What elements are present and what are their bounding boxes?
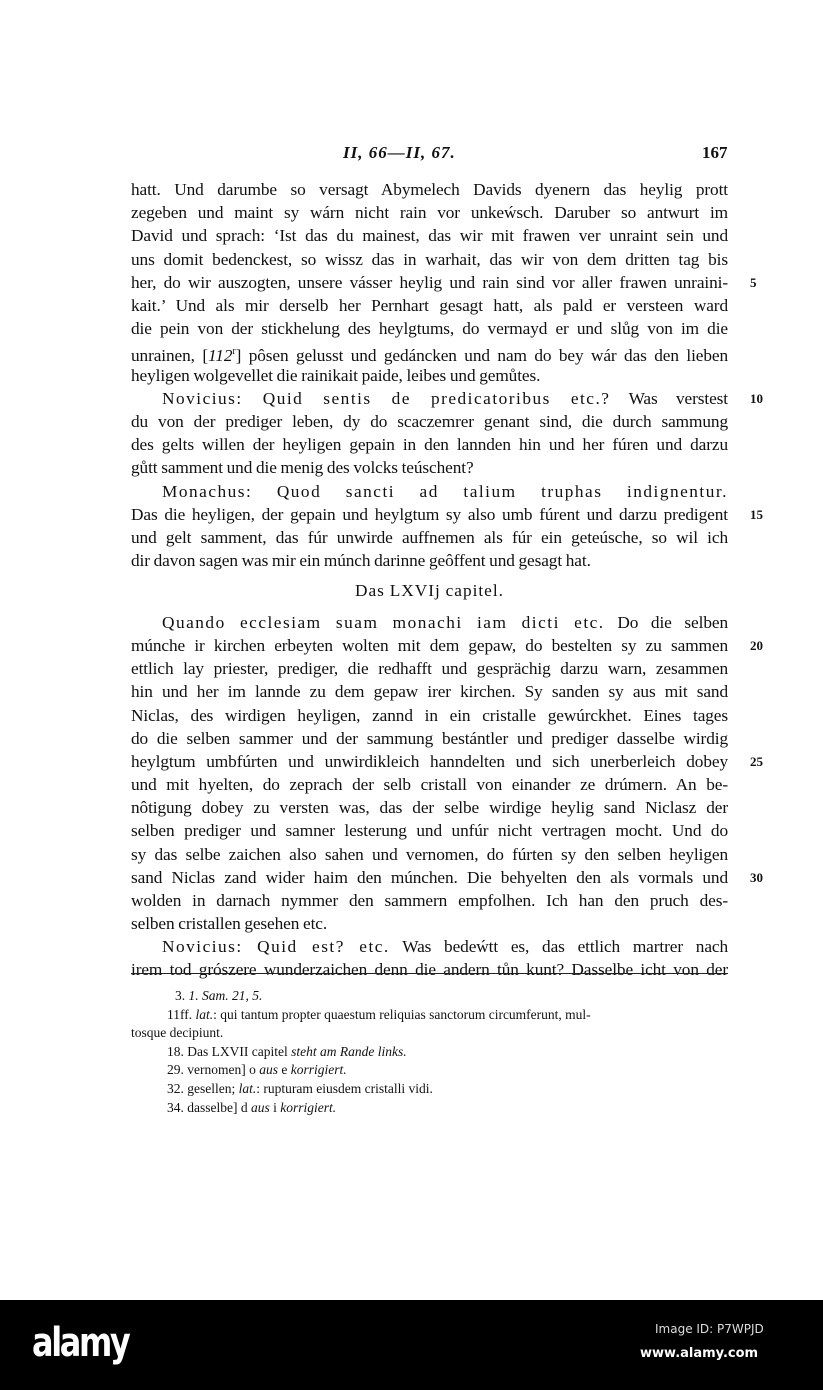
text-line: [131, 682, 728, 702]
text-segment: selben prediger und samner lesterung und unfúr nicht vertragen mocht. Und do: [131, 821, 728, 841]
text-segment: Was bedeẃtt es, das ettlich martrer nach: [389, 937, 728, 957]
text-line: [131, 226, 728, 246]
footnote-segment: lat.: [195, 1006, 214, 1022]
text-line: [131, 775, 728, 795]
footnote-segment: tosque decipiunt.: [131, 1025, 224, 1041]
text-segment: und gelt samment, das fúr unwirde auffnemen als fúr ein geteúsche, so wil ich: [131, 528, 728, 547]
watermark-bar: [0, 1300, 823, 1390]
text-segment: Do die selben: [604, 613, 728, 632]
text-segment: kait.’ Und als mir derselb her Pernhart gesagt hatt, als pald er versteen ward: [131, 296, 728, 315]
text-segment: Quando ecclesiam suam monachi iam dicti etc.: [162, 613, 605, 632]
page-number: 167: [702, 143, 728, 162]
footnote-segment: 1. Sam. 21, 5.: [188, 988, 263, 1003]
text-line: [162, 937, 728, 957]
footnote: [167, 1044, 407, 1060]
line-number: 25: [750, 753, 763, 769]
line-number: 20: [750, 638, 763, 654]
text-segment: des gelts willen der heyligen gepain in den lannden hin und her fúren und darzu: [131, 435, 728, 455]
line-number: 10: [750, 390, 763, 406]
text-line: [131, 798, 728, 818]
footnote-segment: e: [278, 1062, 291, 1078]
text-line: [162, 389, 728, 409]
footnote-segment: 18. Das LXVII capitel: [167, 1043, 292, 1059]
text-segment: nôtigung dobey zu versten was, das der selbe wirdige heylig sand Niclasz der: [131, 798, 728, 818]
text-segment: zegeben und maint sy wárn nicht rain vor unkeẃsch. Daruber so antwurt im: [131, 203, 728, 223]
text-line: [131, 319, 728, 339]
line-number: 30: [750, 869, 763, 885]
text-line: [131, 636, 728, 656]
footnote-segment: aus: [250, 1099, 270, 1115]
text-segment: dir davon sagen was mir ein múnch darinne geôffent und gesagt hat.: [131, 551, 591, 571]
text-segment: Das die heyligen, der gepain und heylgtum sy also umb fúrent und darzu predigent: [131, 504, 728, 524]
line-number: 15: [750, 506, 763, 522]
footnote-segment: 29. vernomen] o: [167, 1062, 260, 1078]
footnote-segment: korrigiert.: [290, 1062, 347, 1078]
text-line: [131, 366, 728, 386]
text-line: [131, 203, 728, 223]
text-segment: heyligen wolgevellet die rainikait paide, leibes und gemůtes.: [131, 365, 541, 385]
text-segment: selben cristallen gesehen etc.: [131, 913, 328, 933]
text-segment: Novicius: Quid sentis de predicatoribus etc.?: [162, 388, 611, 408]
text-line: [131, 914, 728, 934]
text-segment: do die selben sammer und der sammung bestántler und prediger dasselbe wirdig: [131, 728, 728, 748]
text-segment: Monachus: Quod sancti ad talium truphas indignentur.: [162, 481, 728, 501]
text-segment: her, do wir auszogten, unsere vásser heylig und rain sind vor aller frawen unraini-: [131, 272, 728, 292]
footnote-divider: [131, 973, 728, 974]
text-line: [131, 752, 728, 772]
text-segment: hin und her im lannde zu dem gepaw irer kirchen. Sy sanden sy aus mit sand: [131, 682, 728, 702]
text-line: [131, 505, 728, 525]
footnote: [131, 1025, 223, 1041]
text-line: [131, 891, 728, 911]
text-segment: unrainen, [: [131, 346, 209, 366]
chapter-heading: Das LXVIj capitel.: [355, 581, 504, 600]
text-segment: irem tod grószere wunderzaichen denn die andern tůn kunt? Dasselbe icht von der: [131, 960, 728, 980]
text-line: [131, 868, 728, 888]
text-segment: gůtt samment und die menig des volcks teúschent?: [131, 458, 474, 478]
footnote-segment: 32. gesellen;: [167, 1081, 239, 1096]
footnote: [167, 1100, 336, 1116]
text-line: [131, 960, 728, 980]
text-segment: r: [232, 346, 236, 358]
footnote-segment: i: [269, 1099, 281, 1115]
footnote: [167, 1081, 433, 1097]
footnote: [167, 1007, 591, 1023]
text-segment: sand Niclas zand wider haim den múnchen. Die behyelten den als vormals und: [131, 867, 728, 887]
footnote: [175, 988, 262, 1004]
footnote-segment: steht am Rande links.: [291, 1043, 407, 1059]
footnote-segment: : qui tantum propter quaestum reliquias sanctorum circumferunt, mul-: [213, 1006, 591, 1022]
text-segment: du von der prediger leben, dy do scaczemrer genant sind, die durch sammung: [131, 412, 728, 431]
footnote-segment: korrigiert.: [280, 1099, 337, 1115]
text-line: [162, 613, 728, 633]
text-segment: heylgtum umbfúrten und unwirdikleich hanndelten und sich unerberleich dobey: [131, 751, 728, 771]
footnote-segment: aus: [259, 1062, 278, 1078]
text-segment: Was verstest: [610, 388, 729, 408]
text-line: [131, 296, 728, 316]
footnote: [167, 1062, 347, 1078]
text-segment: múnche ir kirchen erbeyten wolten mit dem gepaw, do bestelten sy zu sammen: [131, 636, 728, 656]
text-segment: uns domit bedenckest, so wissz das in warhait, das wir von dem dritten tag bis: [131, 249, 728, 269]
text-line: [131, 435, 728, 455]
text-segment: Niclas, des wirdigen heyligen, zannd in ein cristalle gewúrckhet. Eines tages: [131, 705, 728, 725]
text-line: [131, 412, 728, 432]
text-segment: und mit hyelten, do zeprach der selb cristall von einander ze drúmern. An be-: [131, 775, 728, 795]
text-line: [131, 342, 728, 366]
text-segment: ettlich lay priester, prediger, die redhafft und gesprächig darzu warn, zesammen: [131, 659, 728, 679]
footnote-segment: 11ff.: [167, 1006, 196, 1022]
footnote-segment: lat.: [238, 1081, 257, 1096]
text-segment: wolden in darnach nymmer den sammern empfolhen. Ich han den pruch des-: [131, 890, 728, 910]
text-segment: Novicius: Quid est? etc.: [162, 937, 390, 957]
running-header: II, 66—II, 67.: [343, 143, 456, 162]
alamy-logo: alamy: [32, 1320, 129, 1366]
text-line: [131, 528, 728, 548]
text-line: [131, 729, 728, 749]
footnote-segment: : rupturam eiusdem cristalli vidi.: [256, 1081, 433, 1096]
text-segment: 112: [208, 346, 233, 366]
footnote-segment: 34. dasselbe] d: [167, 1099, 251, 1115]
text-line: [131, 250, 728, 270]
text-line: [131, 180, 728, 200]
text-segment: sy das selbe zaichen also sahen und vernomen, do fúrten sy den selben heyligen: [131, 844, 728, 864]
text-line: [162, 482, 728, 502]
text-segment: ] pôsen gelusst und gedáncken und nam do bey wár das den lieben: [235, 346, 729, 366]
text-segment: die pein von der stickhelung des heylgtums, do vermayd er und slůg von im die: [131, 319, 728, 339]
image-id: Image ID: P7WPJD: [655, 1322, 764, 1336]
text-line: [131, 845, 728, 865]
text-line: [131, 706, 728, 726]
text-line: [131, 659, 728, 679]
footnote-segment: 3.: [175, 988, 189, 1003]
line-number: 5: [750, 274, 757, 290]
site-url: www.alamy.com: [640, 1346, 759, 1361]
text-line: [131, 458, 728, 478]
text-line: [131, 821, 728, 841]
text-segment: hatt. Und darumbe so versagt Abymelech Davids dyenern das heylig prott: [131, 180, 728, 199]
text-line: [131, 273, 728, 293]
text-segment: David und sprach: ‘Ist das du mainest, das wir mit frawen ver unraint sein und: [131, 226, 728, 246]
text-line: [131, 551, 728, 571]
